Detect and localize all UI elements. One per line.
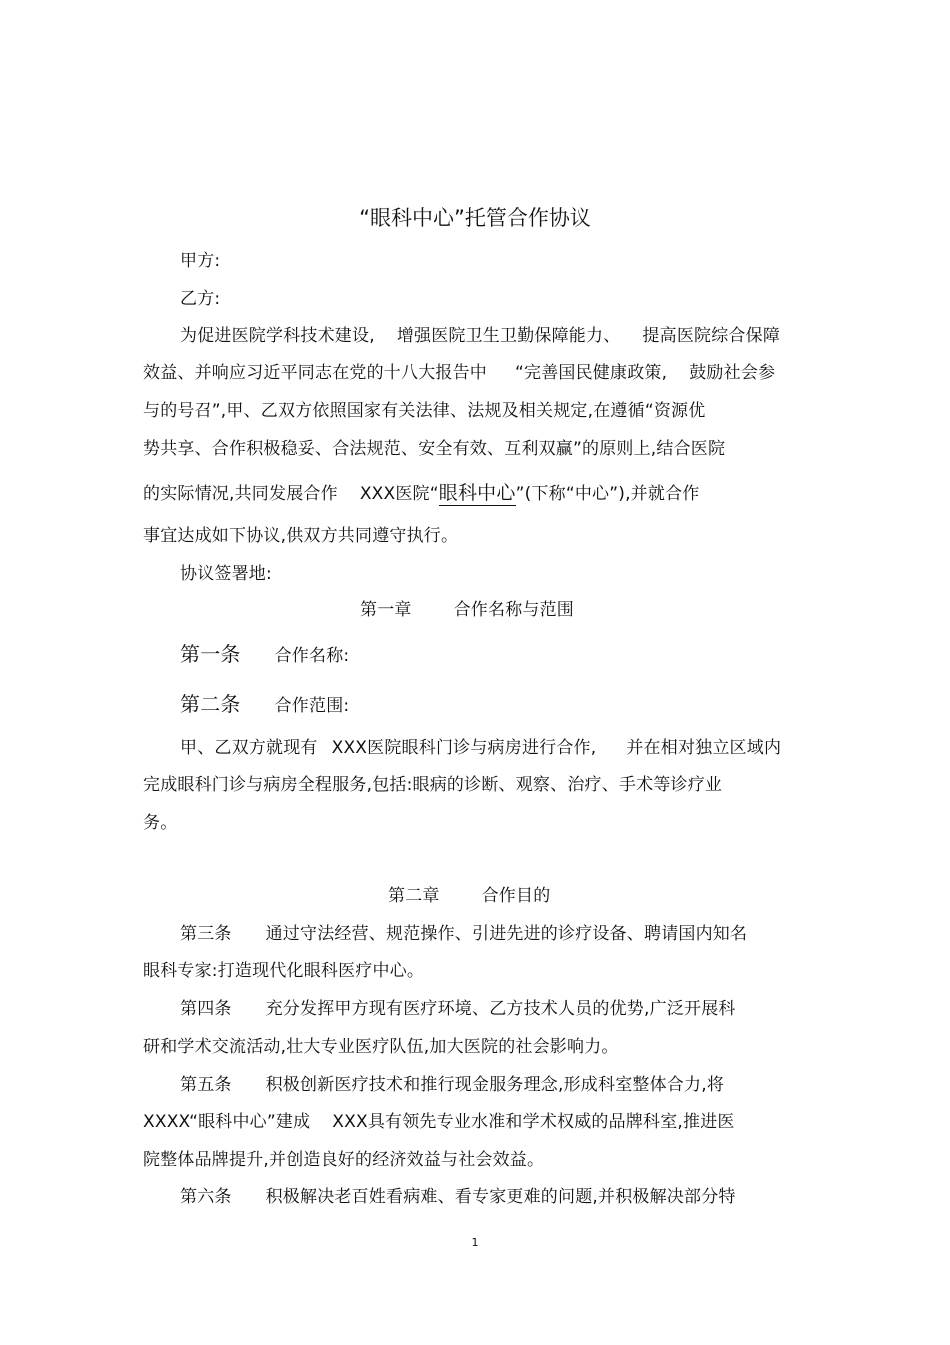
article-5-label: 第五条 — [180, 1075, 232, 1095]
article-4-line-2: 研和学术交流活动,壮大专业医疗队伍,加大医院的社会影响力。 — [143, 1037, 619, 1057]
signing-place-label: 协议签署地: — [180, 564, 272, 584]
intro-line-2 — [143, 361, 775, 385]
intro-line-2-b: “完善国民健康政策, — [515, 363, 668, 383]
chapter-1-heading — [360, 598, 574, 622]
article-5-text-2b: XXX具有领先专业水准和学术权威的品牌科室,推进医 — [332, 1112, 735, 1132]
article-5-line-3: 院整体品牌提升,并创造良好的经济效益与社会效益。 — [143, 1150, 545, 1170]
article-5-text-1: 积极创新医疗技术和推行现金服务理念,形成科室整体合力,将 — [265, 1075, 725, 1095]
intro-line-3: 与的号召”,甲、乙双方依照国家有关法律、法规及相关规定,在遵循“资源优 — [143, 401, 706, 421]
intro-line-5-b: XXX医院“ — [359, 484, 439, 504]
article-3-text-1: 通过守法经营、规范操作、引进先进的诊疗设备、聘请国内知名 — [265, 924, 748, 944]
intro-line-1-c: 提高医院综合保障 — [642, 326, 781, 346]
article-3-label: 第三条 — [180, 924, 232, 944]
article-2 — [180, 691, 349, 718]
intro-line-4: 势共享、合作积极稳妥、合法规范、安全有效、互利双赢”的原则上,结合医院 — [143, 439, 726, 459]
article-2-text: 合作范围: — [274, 696, 350, 716]
party-b-label: 乙方: — [180, 289, 221, 309]
party-a-label: 甲方: — [180, 251, 221, 271]
intro-line-2-a: 效益、并响应习近平同志在党的十八大报告中 — [143, 363, 487, 383]
article-2-para-1-a: 甲、乙双方就现有 — [180, 738, 318, 758]
article-2-para-line-2: 完成眼科门诊与病房全程服务,包括:眼病的诊断、观察、治疗、手术等诊疗业 — [143, 775, 723, 795]
chapter-1-name: 合作名称与范围 — [453, 600, 575, 620]
intro-line-1-b: 增强医院卫生卫勤保障能力、 — [396, 326, 621, 346]
article-1 — [180, 641, 349, 668]
article-4-label: 第四条 — [180, 999, 232, 1019]
chapter-1-label: 第一章 — [360, 600, 412, 620]
article-5-line-1 — [180, 1073, 724, 1097]
intro-line-1 — [180, 324, 780, 348]
article-6-line-1 — [180, 1185, 736, 1209]
intro-line-1-a: 为促进医院学科技术建设, — [180, 326, 375, 346]
article-1-text: 合作名称: — [274, 646, 350, 666]
document-title: “眼科中心”托管合作协议 — [359, 206, 591, 230]
chapter-2-name: 合作目的 — [481, 886, 551, 906]
intro-line-5-a: 的实际情况,共同发展合作 — [143, 484, 338, 504]
center-name-underlined: 眼科中心 — [438, 482, 516, 504]
article-2-para-line-1 — [180, 736, 781, 760]
intro-line-2-c: 鼓励社会参 — [689, 363, 776, 383]
article-4-text-1: 充分发挥甲方现有医疗环境、乙方技术人员的优势,广泛开展科 — [265, 999, 736, 1019]
intro-line-6: 事宜达成如下协议,供双方共同遵守执行。 — [143, 526, 459, 546]
article-5-line-2 — [143, 1110, 735, 1134]
article-2-para-1-c: 并在相对独立区域内 — [626, 738, 782, 758]
article-2-label: 第二条 — [180, 692, 241, 716]
intro-line-5-c: ”(下称“中心”),并就合作 — [515, 484, 700, 504]
article-1-label: 第一条 — [180, 642, 241, 666]
chapter-2-heading — [388, 884, 550, 908]
article-5-text-2a: XXXX“眼科中心”建成 — [143, 1112, 311, 1132]
article-2-para-line-3: 务。 — [143, 813, 178, 833]
article-6-label: 第六条 — [180, 1187, 232, 1207]
article-3-line-2: 眼科专家:打造现代化眼科医疗中心。 — [143, 961, 425, 981]
chapter-2-label: 第二章 — [388, 886, 440, 906]
article-2-para-1-b: XXX医院眼科门诊与病房进行合作, — [331, 738, 597, 758]
page-number: 1 — [471, 1236, 479, 1249]
article-6-text-1: 积极解决老百姓看病难、看专家更难的问题,并积极解决部分特 — [265, 1187, 736, 1207]
article-3-line-1 — [180, 922, 747, 946]
article-4-line-1 — [180, 997, 736, 1021]
intro-line-5 — [143, 481, 699, 506]
